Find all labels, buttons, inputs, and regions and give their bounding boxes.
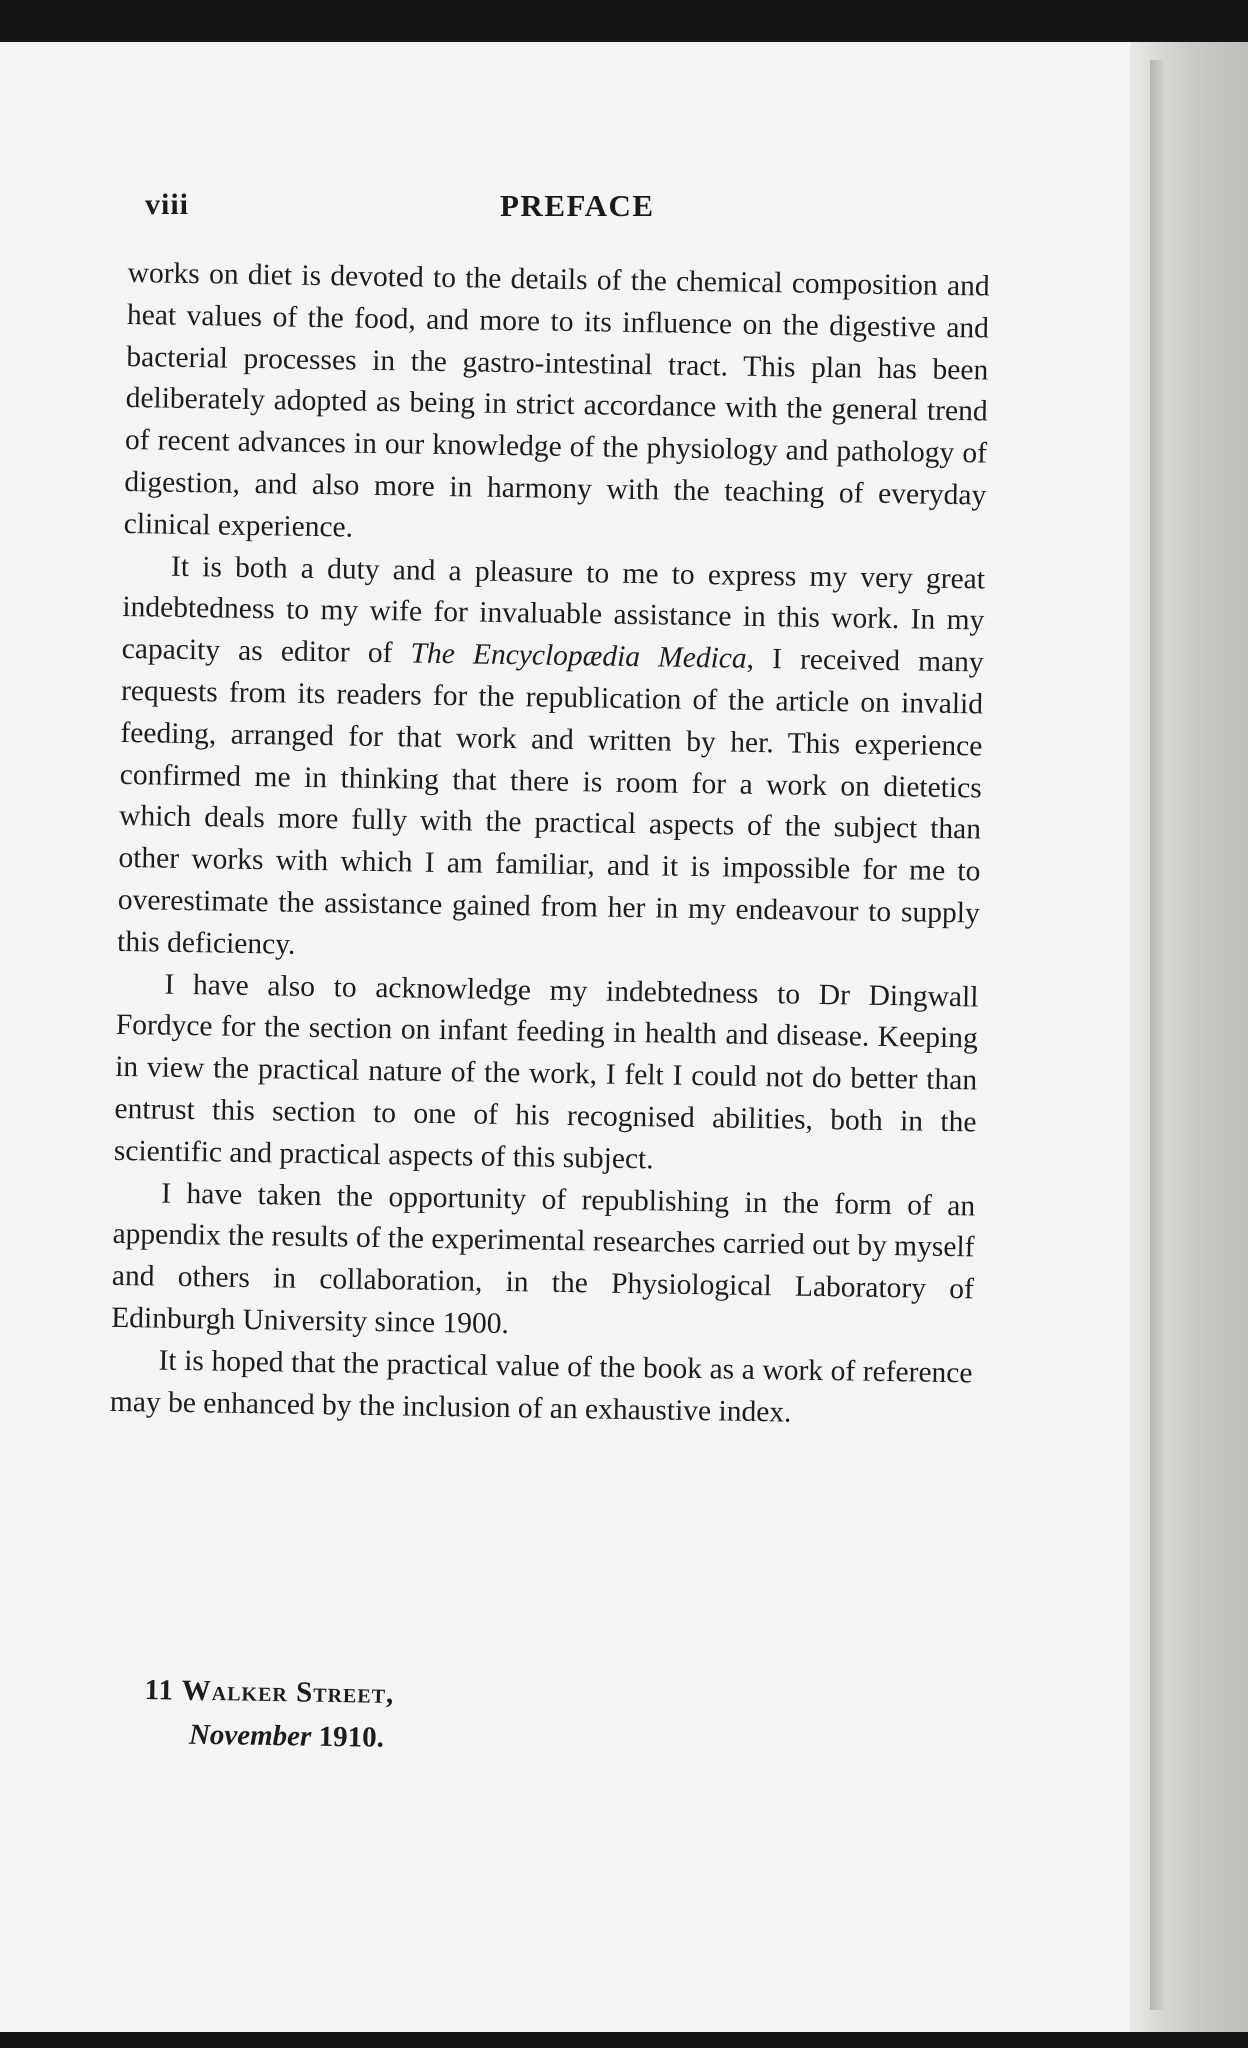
- paragraph: I have also to acknowledge my indebtedness to Dr Dingwall Fordyce for the section on infant feeding in health and disease. Keeping in view the practical nature of the work, I felt I could not do better than entrust this section to one of his recognised abilities, both in the scientific and practical aspects of this subject.: [113, 968, 979, 1176]
- signature-year: 1910.: [318, 1720, 385, 1754]
- preface-body: [110, 253, 990, 1437]
- paragraph: It is hoped that the practical value of the book as a work of reference may be enhanced by the inclusion of an exhaustive index.: [109, 1344, 973, 1429]
- scan-top-border: [0, 0, 1248, 42]
- paragraph-text: It is both a duty and a pleasure to me to express my very great indebtedness to my wife for invaluable assistance in this work. In my capacity as editor of: [121, 550, 986, 670]
- page-edge: [1130, 42, 1248, 2032]
- signature-month: November: [188, 1718, 312, 1753]
- signature-block: [144, 1668, 395, 1760]
- paragraph: I have taken the opportunity of republishing in the form of an appendix the results of the experimental researches carried out by myself and others in collaboration, in the Physiological Laboratory of Edinburgh University since 1900.: [111, 1177, 976, 1341]
- page-number: viii: [145, 188, 190, 221]
- paragraph: [117, 546, 985, 977]
- binding-shadow: [1150, 60, 1164, 2010]
- paragraph-text: , I received many requests from its readers for the republication of the article on invalid feeding, arranged for that work and written by her. This experience confirmed me in thinking that there is room for a work on dietetics which deals more fully with the practical aspects of the subject than other works with which I am familiar, and it is impossible for me to overestimate the assistance gained from her in my endeavour to supply this deficiency.: [116, 642, 984, 961]
- paragraph: works on diet is devoted to the details of the chemical composition and heat values of the food, and more to its influence on the digestive and bacterial processes in the gastro-intestinal tract. This plan has been deliberately adopted as being in strict accordance with the general trend of recent advances in our knowledge of the physiology and pathology of digestion, and also more in harmony with the teaching of everyday clinical experience.: [123, 256, 990, 544]
- running-head: PREFACE: [500, 188, 655, 223]
- signature-date: [144, 1712, 394, 1760]
- page-header: [145, 188, 985, 228]
- scan-bottom-border: [0, 2032, 1248, 2048]
- book-title: The Encyclopædia Medica: [410, 637, 747, 675]
- signature-address: 11 Walker Street,: [144, 1673, 395, 1710]
